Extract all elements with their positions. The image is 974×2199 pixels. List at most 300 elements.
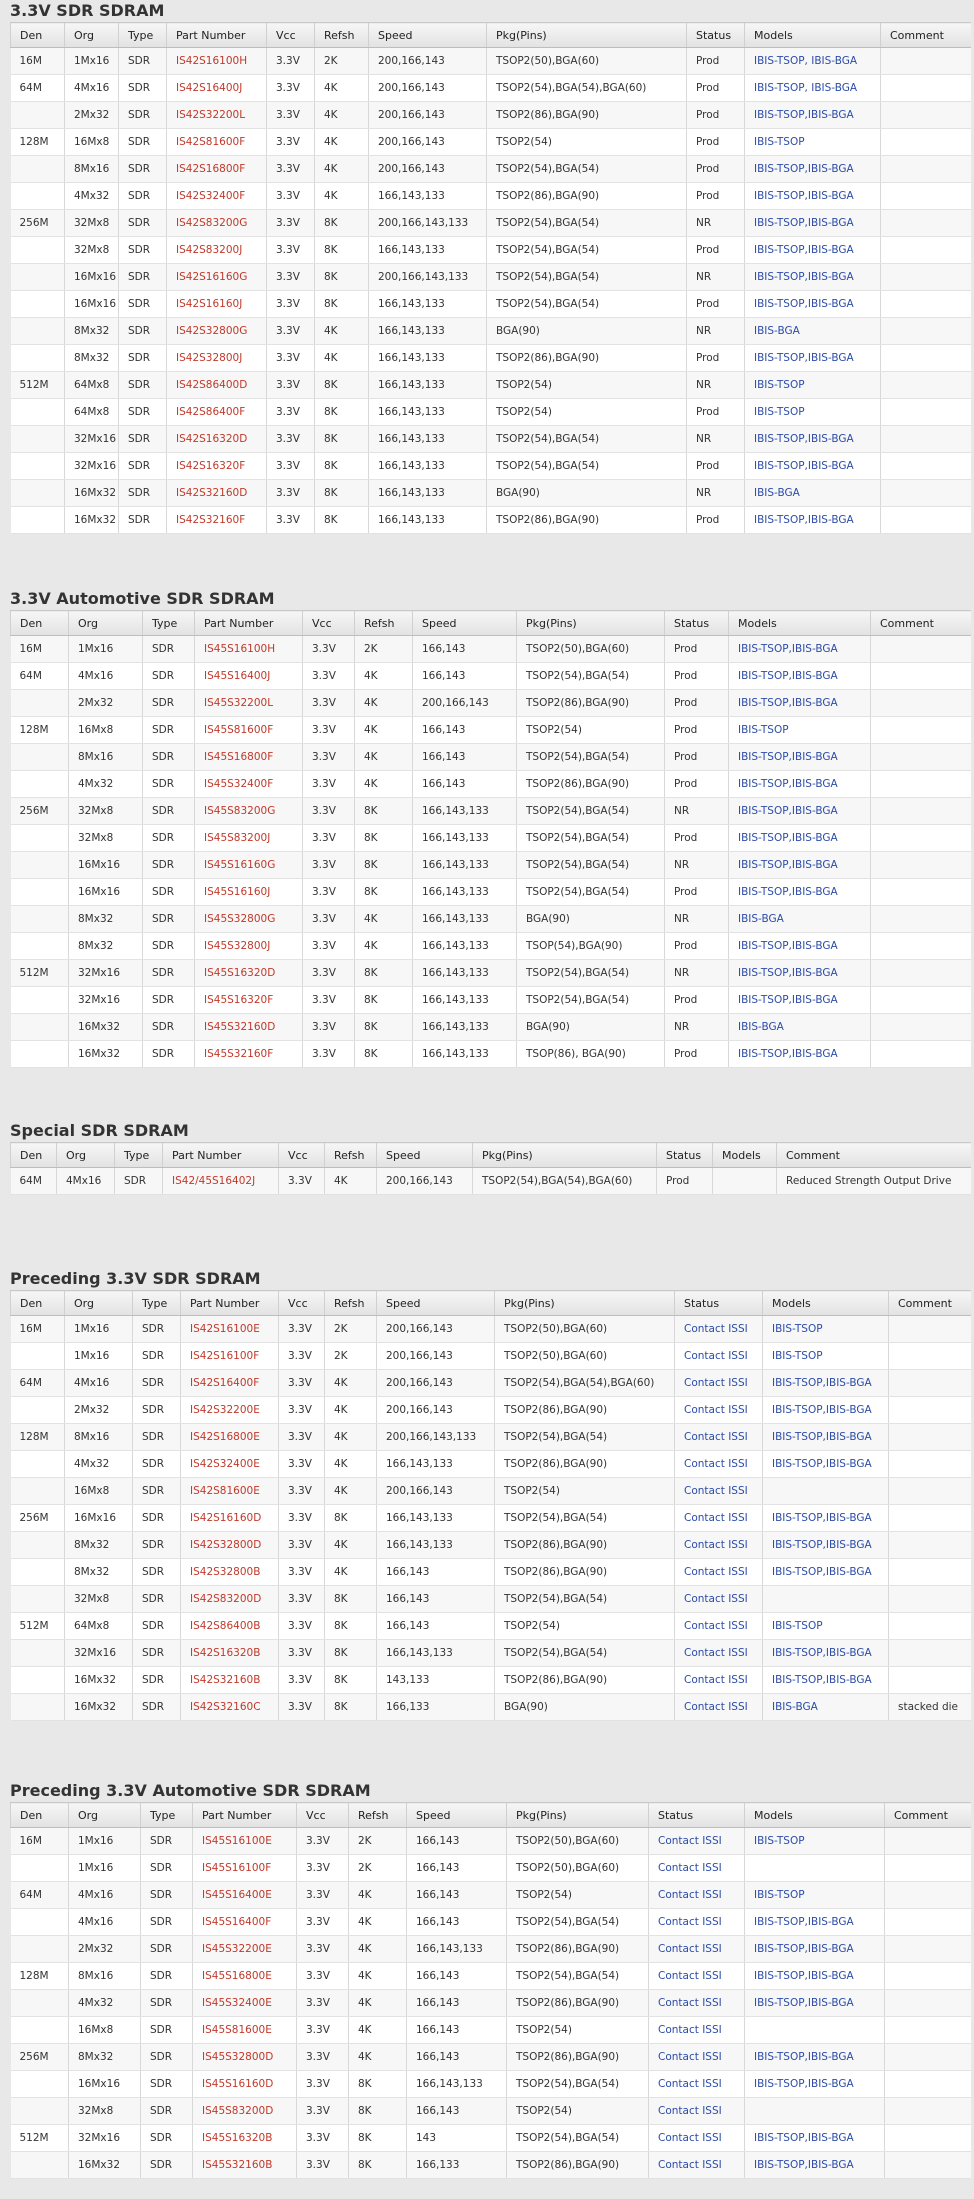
cell-type: SDR — [141, 1882, 193, 1909]
cell-speed: 166,143 — [407, 1855, 507, 1882]
cell-models[interactable]: IBIS-TSOP,IBIS-BGA — [745, 2152, 885, 2179]
column-header-org: Org — [57, 1143, 115, 1168]
cell-speed: 166,143 — [407, 2017, 507, 2044]
cell-part-number[interactable]: IS45S16160D — [193, 2071, 297, 2098]
cell-type: SDR — [141, 2125, 193, 2152]
column-header-org: Org — [65, 23, 119, 48]
cell-refsh: 4K — [355, 663, 413, 690]
cell-comment — [881, 156, 971, 183]
cell-type: SDR — [133, 1451, 181, 1478]
cell-part-number[interactable]: IS42S16400F — [181, 1370, 279, 1397]
cell-comment — [889, 1505, 971, 1532]
cell-part-number[interactable]: IS42S32160F — [167, 507, 267, 534]
cell-comment — [881, 102, 971, 129]
cell-comment — [885, 2071, 971, 2098]
cell-part-number[interactable]: IS45S32160F — [195, 1041, 303, 1068]
cell-speed: 166,143 — [407, 1909, 507, 1936]
cell-comment — [889, 1343, 971, 1370]
cell-org: 32Mx16 — [69, 2125, 141, 2152]
cell-status[interactable]: Contact ISSI — [649, 2017, 745, 2044]
cell-type: SDR — [133, 1316, 181, 1343]
cell-type: SDR — [141, 2071, 193, 2098]
cell-part-number[interactable]: IS45S32200E — [193, 1936, 297, 1963]
cell-type: SDR — [133, 1586, 181, 1613]
cell-pkg: TSOP2(54),BGA(54) — [517, 798, 665, 825]
cell-type: SDR — [143, 690, 195, 717]
cell-status: Prod — [657, 1168, 713, 1195]
cell-org: 32Mx8 — [69, 825, 143, 852]
cell-part-number[interactable]: IS42S32800B — [181, 1559, 279, 1586]
cell-refsh: 8K — [325, 1505, 377, 1532]
cell-refsh: 4K — [349, 1909, 407, 1936]
cell-vcc: 3.3V — [267, 291, 315, 318]
cell-status[interactable]: Contact ISSI — [675, 1451, 763, 1478]
cell-refsh: 4K — [349, 1963, 407, 1990]
cell-status[interactable]: Contact ISSI — [675, 1343, 763, 1370]
cell-models[interactable]: IBIS-TSOP,IBIS-BGA — [763, 1640, 889, 1667]
cell-models[interactable]: IBIS-TSOP — [745, 1882, 885, 1909]
cell-models[interactable]: IBIS-TSOP,IBIS-BGA — [763, 1424, 889, 1451]
cell-status[interactable]: Contact ISSI — [675, 1478, 763, 1505]
cell-part-number[interactable]: IS45S32800J — [195, 933, 303, 960]
cell-part-number[interactable]: IS42/45S16402J — [163, 1168, 279, 1195]
cell-models[interactable]: IBIS-TSOP — [745, 399, 881, 426]
cell-speed: 166,143,133 — [369, 480, 487, 507]
cell-pkg: TSOP2(54),BGA(54) — [517, 852, 665, 879]
cell-models[interactable]: IBIS-TSOP,IBIS-BGA — [763, 1559, 889, 1586]
product-table — [10, 1142, 971, 1195]
cell-models[interactable]: IBIS-TSOP,IBIS-BGA — [729, 825, 871, 852]
cell-part-number[interactable]: IS42S86400B — [181, 1613, 279, 1640]
cell-part-number[interactable]: IS45S81600E — [193, 2017, 297, 2044]
cell-part-number[interactable]: IS42S32160D — [167, 480, 267, 507]
cell-org: 16Mx8 — [69, 717, 143, 744]
cell-status[interactable]: Contact ISSI — [675, 1316, 763, 1343]
cell-part-number[interactable]: IS42S16400J — [167, 75, 267, 102]
cell-status: Prod — [665, 825, 729, 852]
cell-status[interactable]: Contact ISSI — [675, 1694, 763, 1721]
cell-comment — [889, 1316, 971, 1343]
cell-models[interactable]: IBIS-BGA — [745, 318, 881, 345]
cell-part-number[interactable]: IS45S32160D — [195, 1014, 303, 1041]
cell-status[interactable]: Contact ISSI — [649, 1909, 745, 1936]
cell-refsh: 4K — [315, 102, 369, 129]
cell-org: 4Mx16 — [69, 1909, 141, 1936]
cell-models — [745, 2098, 885, 2125]
cell-vcc: 3.3V — [297, 1882, 349, 1909]
cell-den — [11, 1694, 65, 1721]
cell-part-number[interactable]: IS45S32400E — [193, 1990, 297, 2017]
cell-part-number[interactable]: IS42S83200D — [181, 1586, 279, 1613]
cell-part-number[interactable]: IS42S32800D — [181, 1532, 279, 1559]
cell-part-number[interactable]: IS45S16160G — [195, 852, 303, 879]
cell-den: 64M — [11, 663, 69, 690]
cell-status: Prod — [687, 453, 745, 480]
cell-status[interactable]: Contact ISSI — [649, 2152, 745, 2179]
cell-comment — [885, 1963, 971, 1990]
cell-speed: 166,143 — [407, 1963, 507, 1990]
cell-models[interactable]: IBIS-TSOP,IBIS-BGA — [745, 453, 881, 480]
cell-refsh: 8K — [325, 1694, 377, 1721]
cell-pkg: TSOP2(86),BGA(90) — [517, 771, 665, 798]
cell-models[interactable]: IBIS-TSOP,IBIS-BGA — [745, 102, 881, 129]
cell-type: SDR — [133, 1532, 181, 1559]
cell-den: 256M — [11, 2044, 69, 2071]
cell-speed: 200,166,143,133 — [369, 264, 487, 291]
cell-pkg: TSOP2(54) — [507, 1882, 649, 1909]
cell-vcc: 3.3V — [297, 1936, 349, 1963]
cell-vcc: 3.3V — [303, 717, 355, 744]
cell-speed: 166,143 — [413, 717, 517, 744]
header-row — [11, 1803, 971, 1828]
cell-comment: stacked die — [889, 1694, 971, 1721]
cell-speed: 166,143 — [377, 1613, 495, 1640]
cell-vcc: 3.3V — [279, 1559, 325, 1586]
cell-part-number[interactable]: IS42S81600F — [167, 129, 267, 156]
cell-pkg: TSOP2(86),BGA(90) — [495, 1532, 675, 1559]
cell-part-number[interactable]: IS45S16100E — [193, 1828, 297, 1855]
cell-pkg: TSOP2(54),BGA(54) — [507, 2125, 649, 2152]
cell-vcc: 3.3V — [267, 102, 315, 129]
cell-models[interactable]: IBIS-TSOP,IBIS-BGA — [745, 156, 881, 183]
cell-part-number[interactable]: IS42S16320F — [167, 453, 267, 480]
cell-refsh: 8K — [355, 1014, 413, 1041]
cell-models[interactable]: IBIS-TSOP,IBIS-BGA — [763, 1505, 889, 1532]
cell-models[interactable]: IBIS-TSOP,IBIS-BGA — [745, 210, 881, 237]
cell-models[interactable]: IBIS-TSOP,IBIS-BGA — [729, 960, 871, 987]
cell-speed: 166,143 — [407, 1882, 507, 1909]
cell-vcc: 3.3V — [303, 771, 355, 798]
column-header-status: Status — [649, 1803, 745, 1828]
cell-models[interactable]: IBIS-TSOP,IBIS-BGA — [729, 987, 871, 1014]
cell-comment — [881, 453, 971, 480]
cell-vcc: 3.3V — [279, 1640, 325, 1667]
cell-part-number[interactable]: IS42S81600E — [181, 1478, 279, 1505]
cell-part-number[interactable]: IS42S32200L — [167, 102, 267, 129]
cell-part-number[interactable]: IS42S32200E — [181, 1397, 279, 1424]
cell-refsh: 8K — [315, 426, 369, 453]
cell-status[interactable]: Contact ISSI — [675, 1586, 763, 1613]
cell-comment — [881, 210, 971, 237]
cell-models[interactable]: IBIS-TSOP,IBIS-BGA — [729, 771, 871, 798]
cell-models[interactable]: IBIS-TSOP — [745, 1828, 885, 1855]
cell-models[interactable]: IBIS-BGA — [729, 906, 871, 933]
column-header-models: Models — [713, 1143, 777, 1168]
cell-part-number[interactable]: IS45S16800F — [195, 744, 303, 771]
cell-part-number[interactable]: IS45S83200J — [195, 825, 303, 852]
cell-refsh: 2K — [325, 1316, 377, 1343]
cell-models[interactable]: IBIS-TSOP,IBIS-BGA — [745, 1963, 885, 1990]
cell-org: 4Mx32 — [69, 1990, 141, 2017]
cell-part-number[interactable]: IS42S16800F — [167, 156, 267, 183]
cell-models[interactable]: IBIS-TSOP,IBIS-BGA — [763, 1370, 889, 1397]
cell-den: 64M — [11, 1882, 69, 1909]
cell-models — [745, 2017, 885, 2044]
cell-refsh: 8K — [325, 1640, 377, 1667]
cell-speed: 166,143,133 — [377, 1640, 495, 1667]
cell-pkg: TSOP2(50),BGA(60) — [507, 1855, 649, 1882]
cell-speed: 143 — [407, 2125, 507, 2152]
cell-pkg: TSOP(86), BGA(90) — [517, 1041, 665, 1068]
cell-models[interactable]: IBIS-TSOP,IBIS-BGA — [745, 2125, 885, 2152]
cell-refsh: 8K — [349, 2071, 407, 2098]
cell-models[interactable]: IBIS-TSOP,IBIS-BGA — [745, 2044, 885, 2071]
cell-part-number[interactable]: IS45S16320D — [195, 960, 303, 987]
cell-org: 32Mx16 — [65, 453, 119, 480]
cell-type: SDR — [141, 1936, 193, 1963]
cell-vcc: 3.3V — [279, 1343, 325, 1370]
cell-status[interactable]: Contact ISSI — [649, 2098, 745, 2125]
cell-speed: 166,143,133 — [369, 291, 487, 318]
cell-refsh: 4K — [355, 771, 413, 798]
cell-den — [11, 1478, 65, 1505]
cell-part-number[interactable]: IS42S32800G — [167, 318, 267, 345]
cell-models[interactable]: IBIS-TSOP — [763, 1343, 889, 1370]
cell-pkg: TSOP2(86),BGA(90) — [495, 1397, 675, 1424]
cell-type: SDR — [143, 906, 195, 933]
cell-status[interactable]: Contact ISSI — [675, 1640, 763, 1667]
cell-status[interactable]: Contact ISSI — [675, 1397, 763, 1424]
cell-models[interactable]: IBIS-TSOP,IBIS-BGA — [745, 345, 881, 372]
cell-models[interactable]: IBIS-TSOP,IBIS-BGA — [745, 1990, 885, 2017]
cell-status[interactable]: Contact ISSI — [649, 2071, 745, 2098]
cell-status[interactable]: Contact ISSI — [649, 2044, 745, 2071]
column-header-den: Den — [11, 1803, 69, 1828]
cell-part-number[interactable]: IS42S16160D — [181, 1505, 279, 1532]
cell-status[interactable]: Contact ISSI — [649, 1855, 745, 1882]
cell-models[interactable]: IBIS-TSOP,IBIS-BGA — [745, 1936, 885, 1963]
cell-refsh: 2K — [325, 1343, 377, 1370]
cell-part-number[interactable]: IS45S16800E — [193, 1963, 297, 1990]
cell-type: SDR — [141, 1828, 193, 1855]
cell-refsh: 4K — [349, 1882, 407, 1909]
cell-org: 32Mx16 — [65, 426, 119, 453]
cell-models[interactable]: IBIS-TSOP,IBIS-BGA — [745, 291, 881, 318]
cell-vcc: 3.3V — [279, 1694, 325, 1721]
cell-refsh: 4K — [325, 1168, 377, 1195]
cell-vcc: 3.3V — [279, 1532, 325, 1559]
cell-models[interactable]: IBIS-TSOP,IBIS-BGA — [729, 852, 871, 879]
cell-pkg: TSOP2(54) — [495, 1613, 675, 1640]
cell-part-number[interactable]: IS42S16320B — [181, 1640, 279, 1667]
cell-speed: 166,143 — [413, 771, 517, 798]
cell-part-number[interactable]: IS42S16100E — [181, 1316, 279, 1343]
cell-vcc: 3.3V — [267, 237, 315, 264]
cell-speed: 166,143,133 — [369, 183, 487, 210]
cell-part-number[interactable]: IS42S83200J — [167, 237, 267, 264]
cell-speed: 166,143,133 — [377, 1451, 495, 1478]
cell-type: SDR — [119, 129, 167, 156]
table-section — [10, 588, 970, 1068]
column-header-vcc: Vcc — [279, 1143, 325, 1168]
cell-org: 2Mx32 — [65, 102, 119, 129]
cell-vcc: 3.3V — [267, 426, 315, 453]
cell-models[interactable]: IBIS-TSOP,IBIS-BGA — [763, 1532, 889, 1559]
cell-part-number[interactable]: IS45S81600F — [195, 717, 303, 744]
cell-models[interactable]: IBIS-TSOP, IBIS-BGA — [745, 48, 881, 75]
cell-speed: 166,143 — [377, 1586, 495, 1613]
cell-den — [11, 345, 65, 372]
cell-part-number[interactable]: IS45S16400E — [193, 1882, 297, 1909]
cell-part-number[interactable]: IS45S32800G — [195, 906, 303, 933]
cell-models[interactable]: IBIS-TSOP — [763, 1613, 889, 1640]
cell-part-number[interactable]: IS45S32400F — [195, 771, 303, 798]
cell-speed: 166,143,133 — [369, 453, 487, 480]
cell-vcc: 3.3V — [303, 663, 355, 690]
cell-comment — [885, 1990, 971, 2017]
cell-vcc: 3.3V — [303, 744, 355, 771]
cell-part-number[interactable]: IS45S83200D — [193, 2098, 297, 2125]
cell-vcc: 3.3V — [297, 1909, 349, 1936]
cell-models[interactable]: IBIS-TSOP,IBIS-BGA — [729, 798, 871, 825]
cell-part-number[interactable]: IS42S16100H — [167, 48, 267, 75]
cell-part-number[interactable]: IS42S83200G — [167, 210, 267, 237]
table-row — [11, 318, 971, 345]
cell-part-number[interactable]: IS45S16320B — [193, 2125, 297, 2152]
column-header-type: Type — [141, 1803, 193, 1828]
cell-part-number[interactable]: IS45S16100H — [195, 636, 303, 663]
cell-part-number[interactable]: IS45S16100F — [193, 1855, 297, 1882]
cell-den: 128M — [11, 1424, 65, 1451]
table-row — [11, 1505, 971, 1532]
cell-models[interactable]: IBIS-TSOP — [763, 1316, 889, 1343]
cell-refsh: 2K — [349, 1855, 407, 1882]
cell-part-number[interactable]: IS45S32200L — [195, 690, 303, 717]
cell-part-number[interactable]: IS45S32800D — [193, 2044, 297, 2071]
cell-part-number[interactable]: IS45S32160B — [193, 2152, 297, 2179]
cell-models[interactable]: IBIS-TSOP,IBIS-BGA — [729, 690, 871, 717]
cell-type: SDR — [119, 399, 167, 426]
cell-part-number[interactable]: IS42S16160G — [167, 264, 267, 291]
cell-part-number[interactable]: IS42S32160B — [181, 1667, 279, 1694]
cell-status[interactable]: Contact ISSI — [675, 1532, 763, 1559]
cell-models[interactable]: IBIS-TSOP,IBIS-BGA — [745, 183, 881, 210]
cell-status: NR — [687, 210, 745, 237]
cell-den — [11, 399, 65, 426]
cell-part-number[interactable]: IS42S86400F — [167, 399, 267, 426]
cell-org: 1Mx16 — [65, 1316, 133, 1343]
cell-models[interactable]: IBIS-BGA — [729, 1014, 871, 1041]
cell-models[interactable]: IBIS-TSOP,IBIS-BGA — [729, 933, 871, 960]
cell-type: SDR — [115, 1168, 163, 1195]
cell-type: SDR — [133, 1667, 181, 1694]
cell-status[interactable]: Contact ISSI — [649, 2125, 745, 2152]
cell-models[interactable]: IBIS-BGA — [745, 480, 881, 507]
cell-part-number[interactable]: IS45S83200G — [195, 798, 303, 825]
cell-part-number[interactable]: IS42S16100F — [181, 1343, 279, 1370]
cell-part-number[interactable]: IS42S16160J — [167, 291, 267, 318]
cell-part-number[interactable]: IS42S16320D — [167, 426, 267, 453]
cell-org: 1Mx16 — [65, 48, 119, 75]
cell-part-number[interactable]: IS45S16320F — [195, 987, 303, 1014]
cell-models[interactable]: IBIS-TSOP,IBIS-BGA — [729, 636, 871, 663]
cell-models[interactable]: IBIS-BGA — [763, 1694, 889, 1721]
cell-part-number[interactable]: IS42S32400F — [167, 183, 267, 210]
cell-models[interactable]: IBIS-TSOP, IBIS-BGA — [745, 75, 881, 102]
cell-models[interactable]: IBIS-TSOP,IBIS-BGA — [745, 2071, 885, 2098]
cell-models[interactable]: IBIS-TSOP — [745, 372, 881, 399]
cell-speed: 200,166,143 — [369, 156, 487, 183]
cell-status[interactable]: Contact ISSI — [675, 1505, 763, 1532]
cell-den — [11, 744, 69, 771]
table-row — [11, 1478, 971, 1505]
cell-den: 64M — [11, 1370, 65, 1397]
cell-status[interactable]: Contact ISSI — [649, 1936, 745, 1963]
cell-vcc: 3.3V — [267, 372, 315, 399]
cell-org: 4Mx16 — [65, 1370, 133, 1397]
cell-part-number[interactable]: IS42S32400E — [181, 1451, 279, 1478]
cell-den — [11, 2017, 69, 2044]
cell-status[interactable]: Contact ISSI — [649, 1828, 745, 1855]
cell-vcc: 3.3V — [297, 1990, 349, 2017]
cell-part-number[interactable]: IS42S32800J — [167, 345, 267, 372]
cell-pkg: TSOP2(54) — [495, 1478, 675, 1505]
cell-models[interactable]: IBIS-TSOP,IBIS-BGA — [745, 1909, 885, 1936]
cell-models[interactable]: IBIS-TSOP,IBIS-BGA — [729, 1041, 871, 1068]
cell-status[interactable]: Contact ISSI — [649, 1882, 745, 1909]
cell-part-number[interactable]: IS42S16800E — [181, 1424, 279, 1451]
cell-pkg: TSOP2(50),BGA(60) — [495, 1343, 675, 1370]
cell-status[interactable]: Contact ISSI — [675, 1424, 763, 1451]
cell-models[interactable]: IBIS-TSOP,IBIS-BGA — [745, 264, 881, 291]
cell-comment — [881, 507, 971, 534]
cell-status[interactable]: Contact ISSI — [675, 1613, 763, 1640]
cell-speed: 166,143,133 — [413, 825, 517, 852]
cell-status: Prod — [665, 636, 729, 663]
cell-models[interactable]: IBIS-TSOP — [729, 717, 871, 744]
cell-status: Prod — [687, 75, 745, 102]
cell-part-number[interactable]: IS45S16160J — [195, 879, 303, 906]
cell-models[interactable]: IBIS-TSOP,IBIS-BGA — [729, 744, 871, 771]
cell-models[interactable]: IBIS-TSOP,IBIS-BGA — [729, 879, 871, 906]
cell-status[interactable]: Contact ISSI — [675, 1667, 763, 1694]
table-row — [11, 183, 971, 210]
cell-models[interactable]: IBIS-TSOP,IBIS-BGA — [745, 426, 881, 453]
cell-models[interactable]: IBIS-TSOP — [745, 129, 881, 156]
cell-models[interactable]: IBIS-TSOP,IBIS-BGA — [763, 1451, 889, 1478]
cell-part-number[interactable]: IS45S16400J — [195, 663, 303, 690]
cell-models[interactable]: IBIS-TSOP,IBIS-BGA — [763, 1397, 889, 1424]
cell-org: 64Mx8 — [65, 1613, 133, 1640]
cell-part-number[interactable]: IS45S16400F — [193, 1909, 297, 1936]
cell-comment — [881, 345, 971, 372]
cell-models[interactable]: IBIS-TSOP,IBIS-BGA — [729, 663, 871, 690]
cell-comment — [885, 2098, 971, 2125]
cell-status[interactable]: Contact ISSI — [649, 1990, 745, 2017]
cell-pkg: TSOP2(54) — [507, 2098, 649, 2125]
cell-refsh: 4K — [325, 1478, 377, 1505]
cell-speed: 200,166,143 — [369, 129, 487, 156]
cell-models[interactable]: IBIS-TSOP,IBIS-BGA — [763, 1667, 889, 1694]
cell-comment — [881, 291, 971, 318]
cell-status: Prod — [665, 663, 729, 690]
cell-den — [11, 102, 65, 129]
cell-vcc: 3.3V — [303, 636, 355, 663]
cell-status[interactable]: Contact ISSI — [675, 1559, 763, 1586]
cell-status[interactable]: Contact ISSI — [649, 1963, 745, 1990]
cell-models[interactable]: IBIS-TSOP,IBIS-BGA — [745, 237, 881, 264]
cell-speed: 143,133 — [377, 1667, 495, 1694]
cell-part-number[interactable]: IS42S32160C — [181, 1694, 279, 1721]
cell-org: 8Mx32 — [65, 318, 119, 345]
cell-status: Prod — [687, 48, 745, 75]
cell-org: 4Mx32 — [65, 1451, 133, 1478]
cell-comment — [885, 1828, 971, 1855]
cell-status[interactable]: Contact ISSI — [675, 1370, 763, 1397]
column-header-vcc: Vcc — [267, 23, 315, 48]
cell-models[interactable]: IBIS-TSOP,IBIS-BGA — [745, 507, 881, 534]
cell-part-number[interactable]: IS42S86400D — [167, 372, 267, 399]
